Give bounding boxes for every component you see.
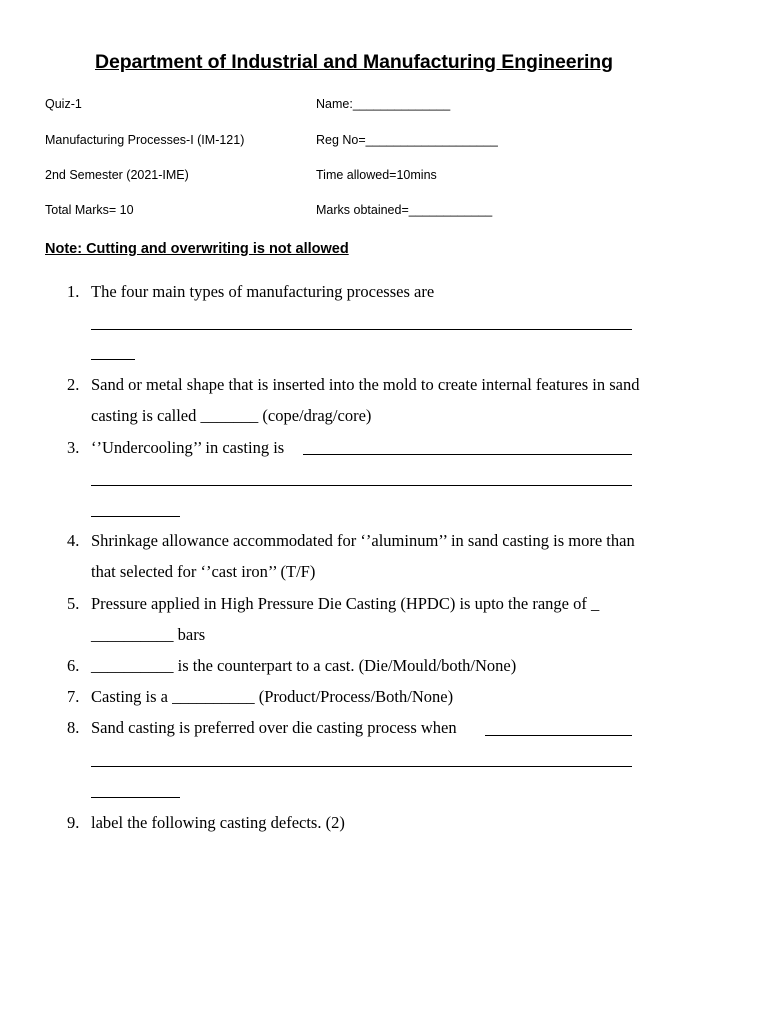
question-text: __________ is the counterpart to a cast. (Die/Mould/both/None) (91, 656, 517, 675)
question-text: label the following casting defects. (2) (91, 813, 345, 832)
answer-line (91, 485, 632, 486)
question-number: 2. (67, 375, 80, 394)
name-field-label: Name:______________ (316, 97, 451, 111)
answer-line (91, 516, 180, 517)
course-label: Manufacturing Processes-I (IM-121) (45, 133, 245, 147)
answer-line (91, 797, 180, 798)
question-text: Sand casting is preferred over die casting process when (91, 718, 457, 737)
question-number: 5. (67, 594, 80, 613)
page-title: Department of Industrial and Manufacturing Engineering (95, 51, 613, 73)
question-number: 6. (67, 656, 80, 675)
total-marks-label: Total Marks= 10 (45, 203, 134, 217)
answer-line (303, 454, 632, 455)
question-text: casting is called _______ (cope/drag/core) (91, 406, 372, 425)
question-text: Pressure applied in High Pressure Die Casting (HPDC) is upto the range of _ (91, 594, 600, 613)
question-number: 8. (67, 718, 80, 737)
note: Note: Cutting and overwriting is not allowed (45, 241, 349, 257)
question-number: 4. (67, 531, 80, 550)
question-text: Shrinkage allowance accommodated for ‘’aluminum’’ in sand casting is more than (91, 531, 635, 550)
answer-line (485, 735, 632, 736)
question-text: Sand or metal shape that is inserted into the mold to create internal features in sand (91, 375, 640, 394)
question-number: 7. (67, 687, 80, 706)
answer-line (91, 766, 632, 767)
question-text: Casting is a __________ (Product/Process/Both/None) (91, 687, 454, 706)
question-number: 1. (67, 282, 80, 301)
answer-line (91, 329, 632, 330)
quiz-label: Quiz-1 (45, 97, 82, 111)
marks-obtained-label: Marks obtained=____________ (316, 203, 493, 217)
time-allowed-label: Time allowed=10mins (316, 168, 437, 182)
question-text: that selected for ‘’cast iron’’ (T/F) (91, 562, 316, 581)
semester-label: 2nd Semester (2021-IME) (45, 168, 189, 182)
question-text: __________ bars (91, 625, 206, 644)
question-text: ‘’Undercooling’’ in casting is (91, 438, 285, 457)
question-number: 3. (67, 438, 80, 457)
question-text: The four main types of manufacturing processes are (91, 282, 435, 301)
reg-no-field-label: Reg No=___________________ (316, 133, 498, 147)
answer-line (91, 359, 135, 360)
question-number: 9. (67, 813, 80, 832)
